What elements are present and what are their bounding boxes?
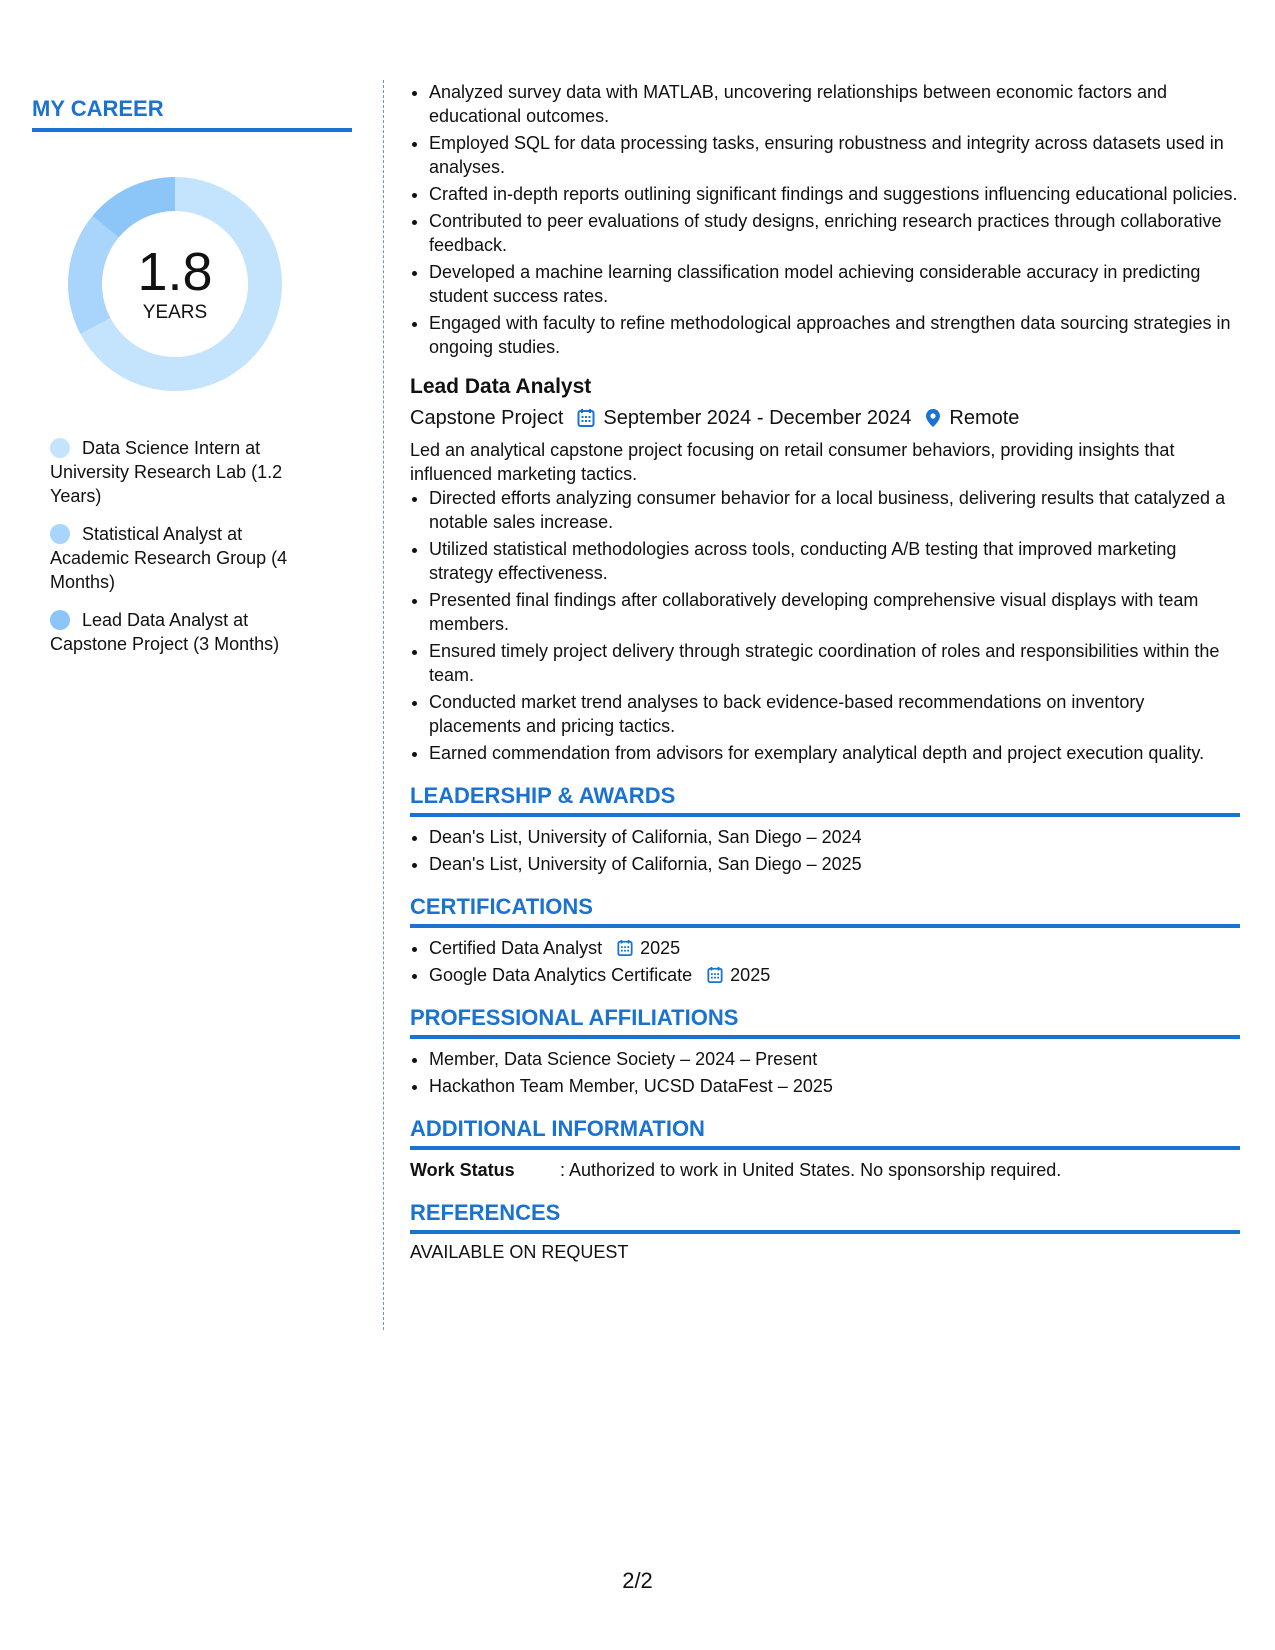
list-item: • Utilized statistical methodologies across tools, conducting A/B testing that improved marketing strategy effectiveness. [429, 537, 1240, 585]
affiliations-section-title: PROFESSIONAL AFFILIATIONS [410, 1005, 1240, 1039]
career-total-years: 1.8 [137, 242, 213, 302]
certifications-section-title: CERTIFICATIONS [410, 894, 1240, 928]
work-status-value: : Authorized to work in United States. No sponsorship required. [560, 1160, 1062, 1180]
job-title: Lead Data Analyst [410, 375, 592, 398]
donut-center [67, 176, 283, 392]
list-item: • Presented final findings after collaboratively developing comprehensive visual displays with team members. [429, 588, 1240, 636]
right-column [410, 80, 1240, 1263]
location-pin-icon [925, 408, 941, 428]
additional-info-section-title: ADDITIONAL INFORMATION [410, 1116, 1240, 1150]
list-item: • Hackathon Team Member, UCSD DataFest – 2025 [429, 1074, 1240, 1098]
legend-label: Data Science Intern at University Research Lab (1.2 Years) [50, 438, 283, 506]
list-item: • Contributed to peer evaluations of study designs, enriching research practices through collaborative feedback. [429, 209, 1240, 257]
job-description: Led an analytical capstone project focusing on retail consumer behaviors, providing insights that influenced marketing tactics. [410, 440, 1175, 484]
legend-item [50, 608, 320, 656]
legend-item [50, 436, 320, 508]
work-status-row [410, 1158, 1240, 1182]
list-item: • Engaged with faculty to refine methodological approaches and strengthen data sourcing strategies in ongoing studies. [429, 311, 1240, 359]
cert-year: 2025 [640, 938, 681, 958]
legend-dot-icon [50, 438, 70, 458]
leadership-list [410, 825, 1240, 876]
list-item: • Member, Data Science Society – 2024 – Present [429, 1047, 1240, 1071]
career-legend [50, 436, 320, 670]
left-column [32, 96, 352, 654]
list-item: • Developed a machine learning classification model achieving considerable accuracy in predicting student success rates. [429, 260, 1240, 308]
list-item [429, 963, 1240, 987]
list-item: • Directed efforts analyzing consumer behavior for a local business, delivering results that catalyzed a notable sales increase. [429, 486, 1240, 534]
column-divider [383, 80, 384, 1330]
legend-label: Statistical Analyst at Academic Research Group (4 Months) [50, 524, 288, 592]
cert-name: Google Data Analytics Certificate [429, 965, 693, 985]
references-section-title: REFERENCES [410, 1200, 1240, 1234]
cert-name: Certified Data Analyst [429, 938, 603, 958]
legend-item [50, 522, 320, 594]
cert-year: 2025 [730, 965, 771, 985]
affiliations-list [410, 1047, 1240, 1098]
legend-label: Lead Data Analyst at Capstone Project (3 Months) [50, 610, 280, 654]
list-item: • Ensured timely project delivery through strategic coordination of roles and responsibilities within the team. [429, 639, 1240, 687]
list-item: • Dean's List, University of California, San Diego – 2025 [429, 852, 1240, 876]
job-meta [410, 404, 1240, 432]
calendar-icon [617, 939, 633, 957]
calendar-icon [707, 966, 723, 984]
references-text: AVAILABLE ON REQUEST [410, 1242, 629, 1262]
job-company: Capstone Project [410, 407, 564, 429]
career-section-title: MY CAREER [32, 96, 352, 132]
list-item: • Crafted in-depth reports outlining significant findings and suggestions influencing educational policies. [429, 182, 1240, 206]
page-number: 2/2 [622, 1568, 653, 1593]
list-item [429, 936, 1240, 960]
previous-job-bullets [410, 80, 1240, 359]
list-item: • Employed SQL for data processing tasks, ensuring robustness and integrity across datasets used in analyses. [429, 131, 1240, 179]
career-donut-chart [67, 176, 283, 392]
job-bullets [410, 486, 1240, 765]
calendar-icon [577, 408, 595, 428]
list-item: • Earned commendation from advisors for exemplary analytical depth and project execution quality. [429, 741, 1240, 765]
work-status-label: Work Status [410, 1160, 515, 1180]
job-location: Remote [949, 407, 1020, 429]
legend-dot-icon [50, 610, 70, 630]
career-total-unit: YEARS [142, 302, 208, 323]
job-dates: September 2024 - December 2024 [603, 407, 912, 429]
certifications-list [410, 936, 1240, 987]
list-item: • Dean's List, University of California, San Diego – 2024 [429, 825, 1240, 849]
list-item: • Analyzed survey data with MATLAB, uncovering relationships between economic factors and educational outcomes. [429, 80, 1240, 128]
list-item: • Conducted market trend analyses to back evidence-based recommendations on inventory placements and pricing tactics. [429, 690, 1240, 738]
leadership-section-title: LEADERSHIP & AWARDS [410, 783, 1240, 817]
legend-dot-icon [50, 524, 70, 544]
